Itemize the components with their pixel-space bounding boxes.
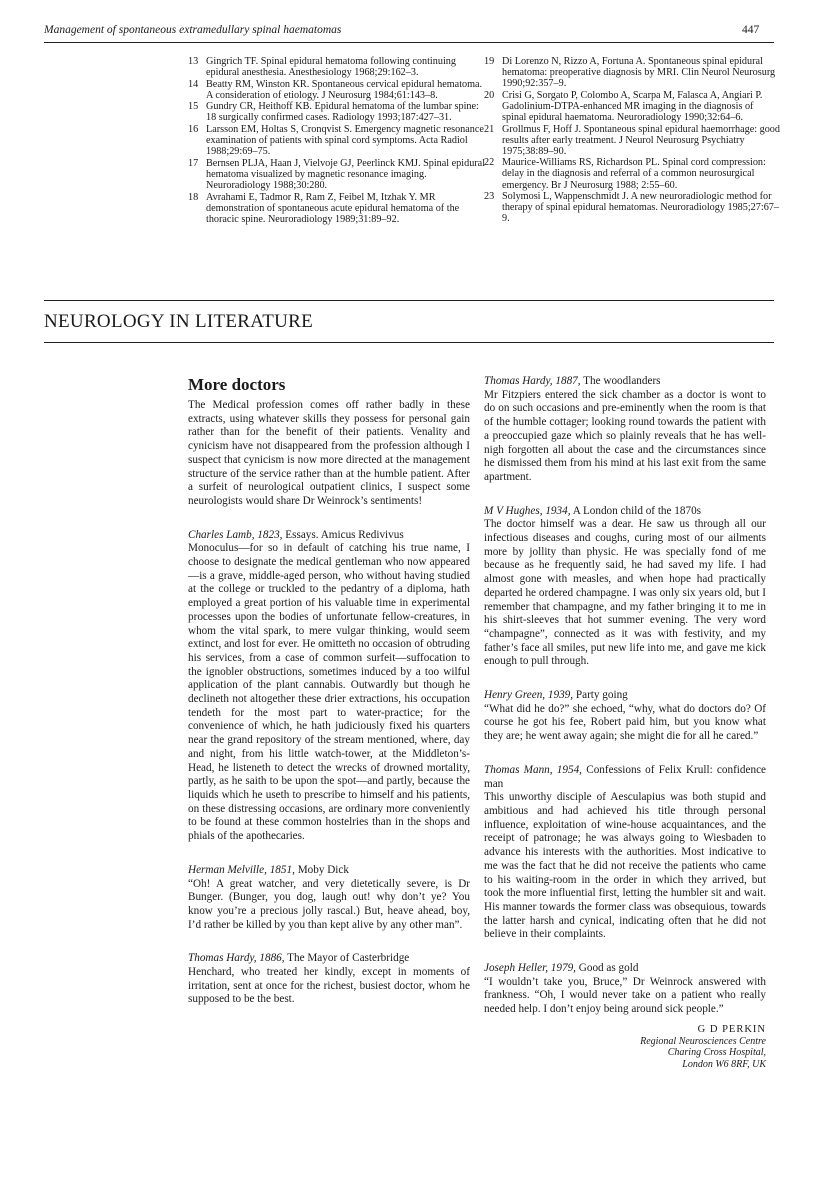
reference-item: 22 Maurice-Williams RS, Richardson PL. Spinal cord compression: delay in the diagnosis and referral of a common neurosurgical emergency. Br J Neurosurg 1988; 2:55–60. — [484, 157, 766, 191]
reference-item: 16 Larsson EM, Holtas S, Cronqvist S. Emergency magnetic resonance examination of patients with spinal cord symptoms. Acta Radiol 1988;29:69–75. — [188, 124, 484, 158]
literary-extract — [484, 764, 766, 942]
extract-text: This unworthy disciple of Aesculapius was both stupid and ambitious and had achieved his title through personal influence, exploitation of wine-house acquaintances, and the receipt of patronage; he was always going to Wiesbaden to advance his interests with the authorities. Most indicative to me was the fact that he did not receive the patients who came to his waiting-room in the order in which they arrived, but took the more influential first, letting the humbler sit and wait. His manner towards the former class was obsequious, towards the latter harsh and cynical, indicating often that he did not believe in their complaints. — [484, 791, 766, 941]
extract-text: Monoculus—for so in default of catching his true name, I choose to designate the medical gentleman who now appeared—is a grave, middle-aged person, who without having studied at the college or truckled to the pedantry of a diploma, hath employed a great portion of his valuable time in experimental processes upon the bodies of unfortunate fellow-creatures, in whom the vital spark, to mere vulgar thinking, would seem extinct, and lost for ever. He omitteth no occasion of obtruding his services, from a case of common surfeit—suffocation to the ignobler obstructions, sometimes induced by a too wilful application of the plant cannabis. Outwardly but though he declineth not altogether these drier extractions, his occupation tendeth for the most part to water-practice; for the convenience of which, he hath judiciously fixed his quarters near the grand repository of the stream mentioned, where, day and night, from his little watch-tower, at the Middleton’s-Head, he listeneth to detect the wrecks of drowned mortality, partly, as he saith to be upon the spot—and partly, because the liquids which he useth to prescribe to himself and his patients, on these distressing occasions, are ordinary more conveniently to be found at these common hostelries than in the shops and phials of the apothecaries. — [188, 542, 470, 843]
reference-item: 20 Crisi G, Sorgato P, Colombo A, Scarpa M, Falasca A, Angiari P. Gadolinium-DTPA-enhanced MR imaging in the diagnosis of spinal epidural haematoma. Neuroradiology 1990;32:64–6. — [484, 89, 763, 123]
extract-citation: Thomas Hardy, 1887, The woodlanders — [484, 375, 661, 387]
extract-text: “What did he do?” she echoed, “why, what do doctors do? Of course he got his fee, Robert paid him, but you know what they are; he went away again; she might die for all he cared.” — [484, 702, 766, 743]
page-number: 447 — [742, 24, 760, 36]
extract-text: “I wouldn’t take you, Bruce,” Dr Weinrock answered with frankness. “Oh, I would never take on a patient who really needed help. I don’t enjoy being around sick people.” — [484, 975, 766, 1016]
extract-citation: M V Hughes, 1934, A London child of the 1870s — [484, 504, 702, 517]
literary-extract — [484, 505, 766, 669]
article-heading: More doctors — [188, 375, 286, 394]
extract-text: The doctor himself was a dear. He saw us through all our infectious diseases and coughs, curing most of our ailments more by jollity than physic. He was specially fond of me because as he frequently said, he had saved my life. I had almost gone with measles, and when hope had practically departed he ordered champagne. I was only six years old, but I remember that champagne, and my father bringing it to me in his shirt-sleeves that hot summer evening. The very word “champagne”, connected as it was with festivity, and my father’s face all smiles, put new life into me, and gave me kick enough to pull through. — [484, 518, 766, 668]
running-title: Management of spontaneous extramedullary spinal haematomas — [44, 24, 342, 36]
author-affiliation: London W6 8RF, UK — [682, 1058, 766, 1070]
reference-item: 21 Grollmus F, Hoff J. Spontaneous spinal epidural haemorrhage: good results after early treatment. J Neurol Neurosurg Psychiatry 1975;38:89–90. — [484, 123, 780, 157]
header-rule — [44, 42, 774, 43]
section-title: NEUROLOGY IN LITERATURE — [44, 311, 313, 332]
author-affiliation: Regional Neurosciences Centre — [640, 1035, 766, 1047]
author-signature — [484, 1023, 766, 1071]
reference-item: 13 Gingrich TF. Spinal epidural hematoma following continuing epidural anesthesia. Anesthesiology 1968;29:162–3. — [188, 56, 456, 79]
reference-item: 23 Solymosi L, Wappenschmidt J. A new neuroradiologic method for therapy of spinal epidural hematomas. Neuroradiology 1985;27:67–9. — [484, 191, 779, 225]
author-affiliation: Charing Cross Hospital, — [667, 1047, 766, 1059]
extract-citation: Thomas Mann, 1954, Confessions of Felix Krull: confidence man — [484, 763, 766, 790]
reference-list-left — [188, 56, 488, 225]
literary-extract — [188, 952, 470, 1007]
author-name: G D PERKIN — [697, 1023, 766, 1035]
literary-extract — [188, 529, 470, 844]
section-rule-top — [44, 300, 774, 301]
literary-extract — [484, 689, 766, 744]
article-column-left — [188, 375, 470, 1027]
extract-text: “Oh! A great watcher, and very dietetically severe, is Dr Bunger. (Bunger, you dog, laugh out! why don’t ye? You know you’re a precious jolly rascal.) But, heave ahead, boy, I’d rather be killed by you than kept alive by any other man”. — [188, 877, 470, 931]
extract-citation: Thomas Hardy, 1886, The Mayor of Casterbridge — [188, 952, 410, 965]
literary-extract — [484, 375, 766, 485]
reference-item: 14 Beatty RM, Winston KR. Spontaneous cervical epidural hematoma. A consideration of etiology. J Neurosurg 1984;61:143–8. — [188, 78, 483, 101]
section-rule-bottom — [44, 342, 774, 343]
extract-citation: Herman Melville, 1851, Moby Dick — [188, 863, 349, 876]
literary-extract — [484, 962, 766, 1017]
reference-item: 15 Gundry CR, Heithoff KB. Epidural hematoma of the lumbar spine: 18 surgically confirmed cases. Radiology 1993;187:427–31. — [188, 101, 479, 124]
article-column-right — [484, 375, 766, 1070]
extract-text: Henchard, who treated her kindly, except in moments of irritation, sent at once for the richest, busiest doctor, whom he supposed to be the best. — [188, 966, 470, 1006]
article-intro: The Medical profession comes off rather badly in these extracts, using whatever skills they possess for personal gain rather than for the benefit of their patients. Venality and cynicism have not disappeared from the profession although I suspect that cynicism is now more directed at the management structure of the service rather than at the humble patient. After a surfeit of neurological outpatient clinics, I suspect some neurologists would share Dr Weinrock’s sentiments! — [188, 399, 470, 507]
reference-list-right — [484, 56, 780, 225]
reference-item: 19 Di Lorenzo N, Rizzo A, Fortuna A. Spontaneous spinal epidural hematoma: preoperative diagnosis by MRI. Clin Neurol Neurosurg 1990;92:357–9. — [484, 56, 776, 90]
literary-extract — [188, 864, 470, 933]
extract-citation: Joseph Heller, 1979, Good as gold — [484, 962, 639, 975]
extract-citation: Henry Green, 1939, Party going — [484, 689, 628, 702]
extract-citation: Charles Lamb, 1823, Essays. Amicus Redivivus — [188, 528, 404, 541]
extract-text: Mr Fitzpiers entered the sick chamber as a doctor is wont to do on such occasions and pre-eminently when the room is that of the humble cottager; looking round towards the patient with a preoccupied gaze which so plainly reveals that he has well-nigh forgotten all about the case and the circumstances since he dismissed them from his mind at his last exit from the same apartment. — [484, 388, 766, 483]
reference-item: 17 Bernsen PLJA, Haan J, Vielvoje GJ, Peerlinck KMJ. Spinal epidural hematoma visualized by magnetic resonance imaging. Neuroradiology 1988;30:280. — [188, 157, 486, 192]
reference-item: 18 Avrahami E, Tadmor R, Ram Z, Feibel M, Itzhak Y. MR demonstration of spontaneous acute epidural hematoma of the thoracic spine. Neuroradiology 1989;31:89–92. — [188, 191, 460, 225]
